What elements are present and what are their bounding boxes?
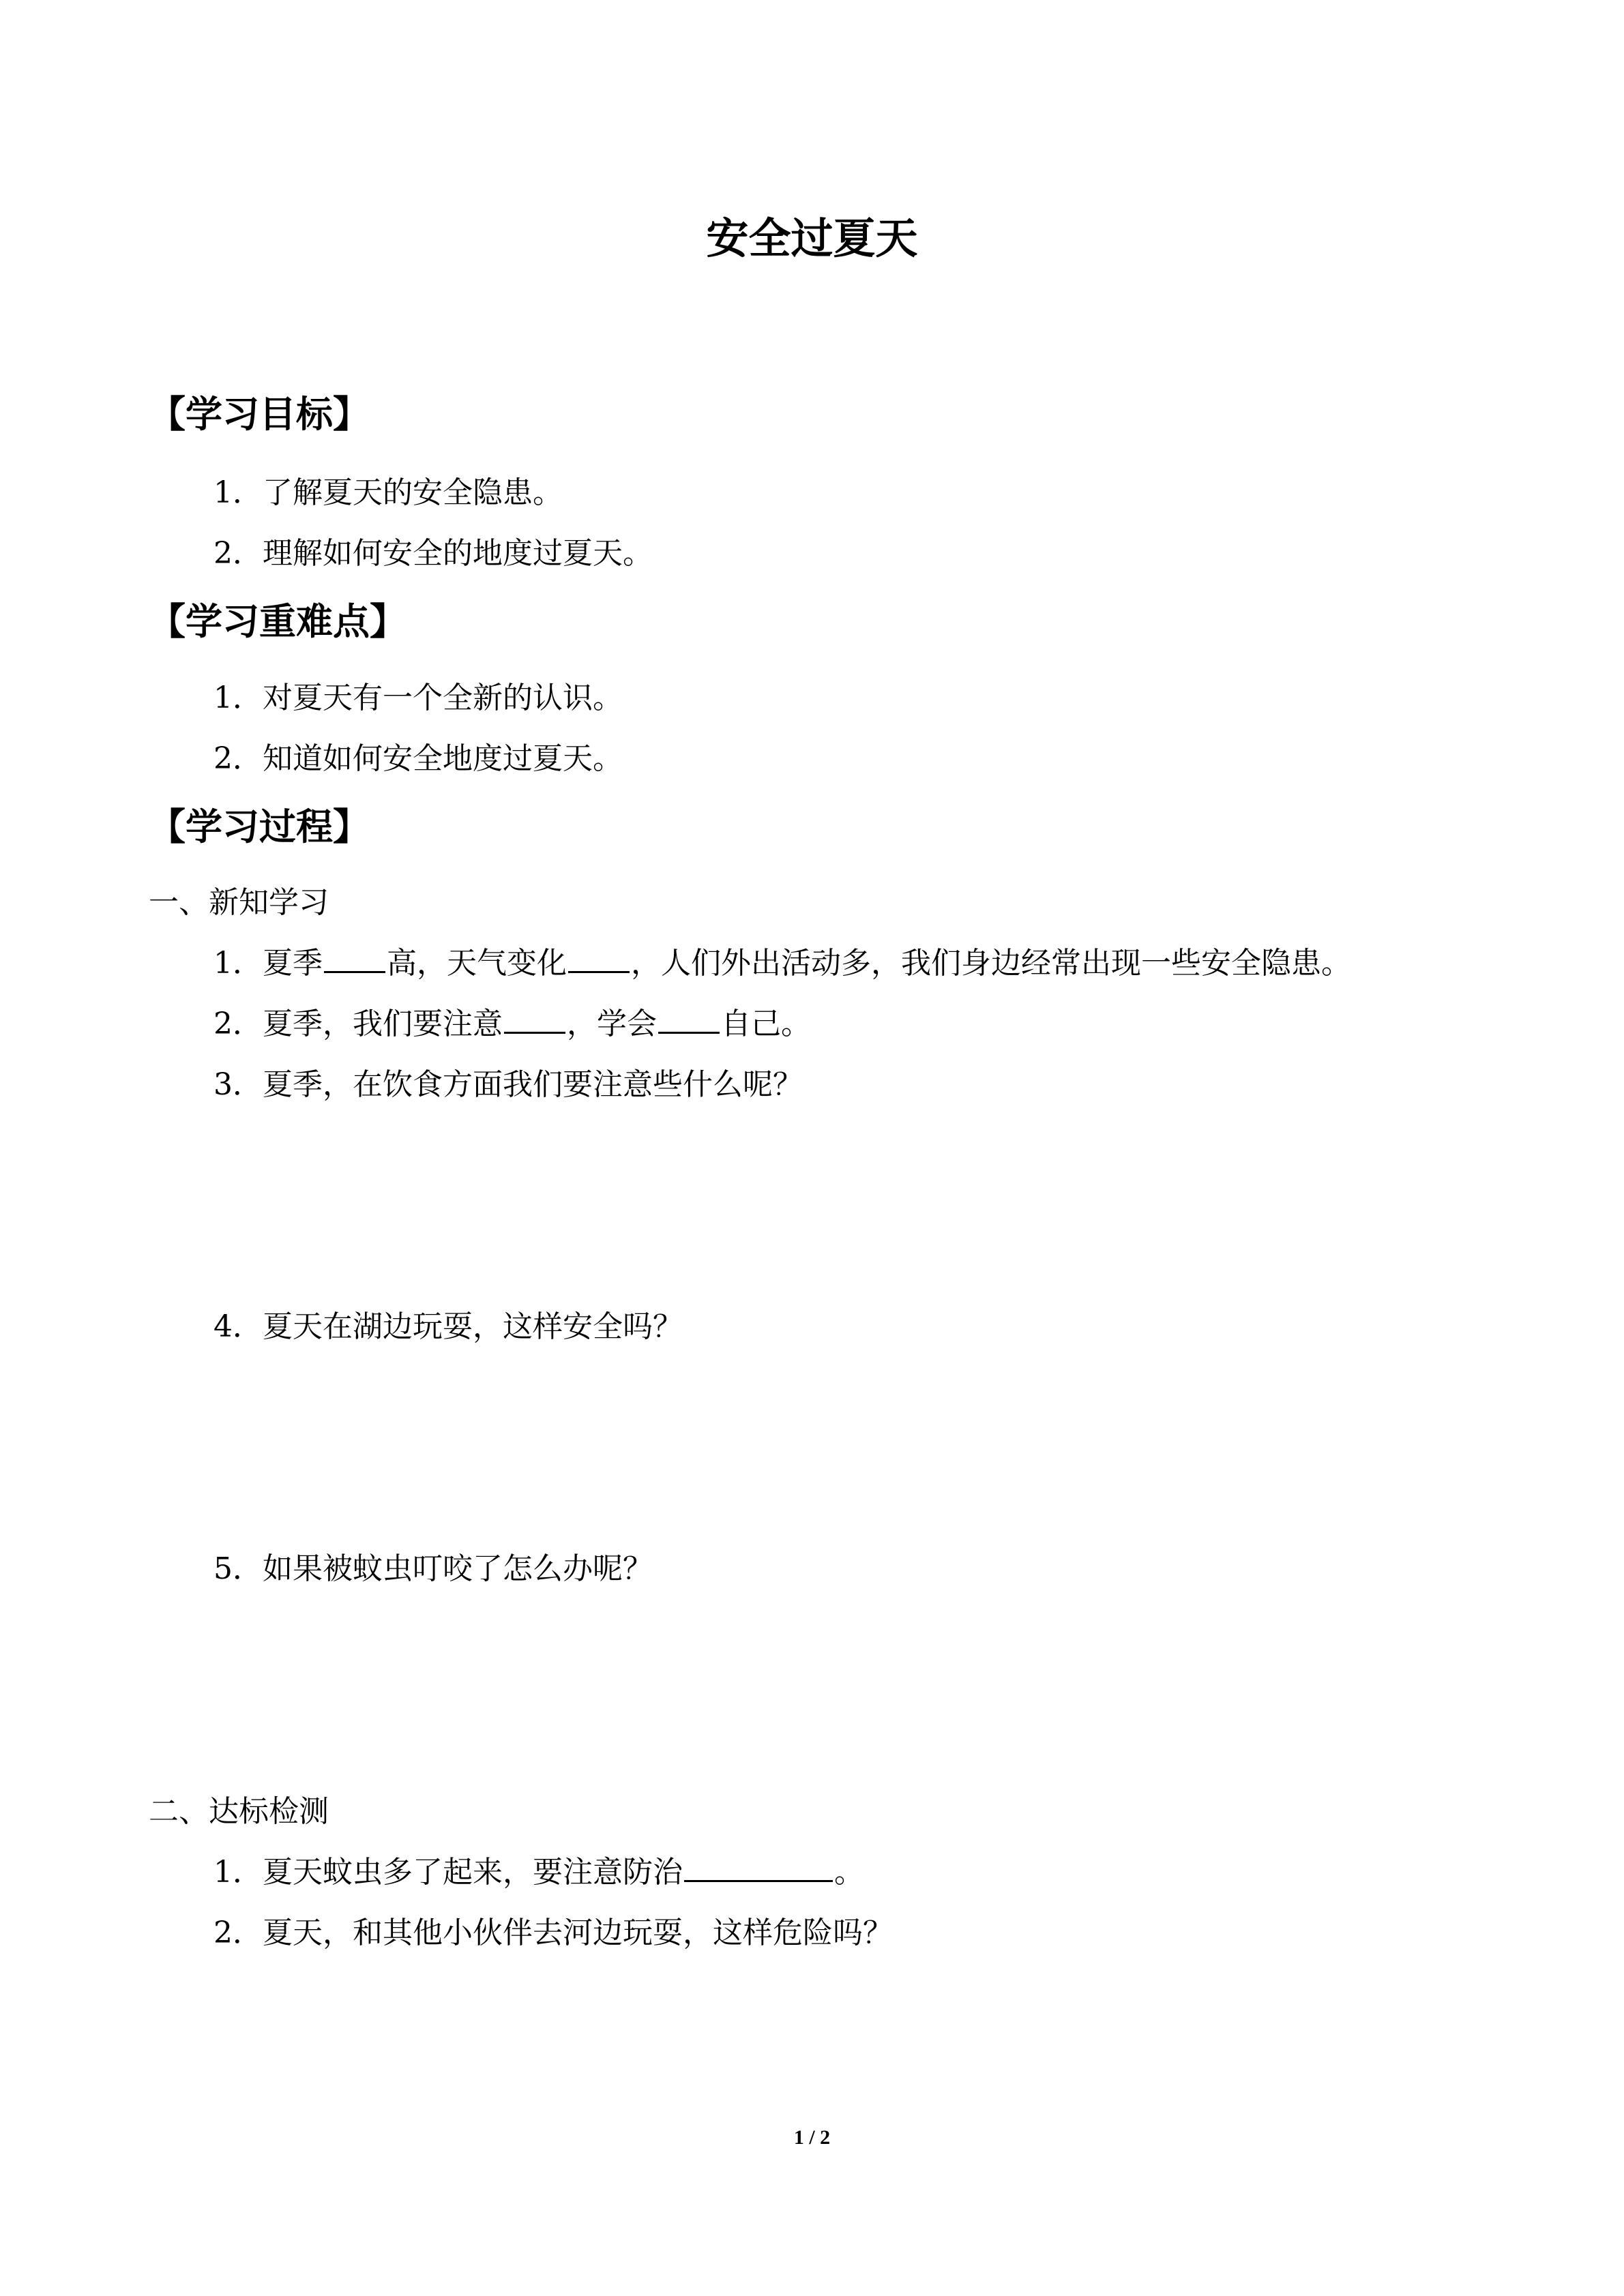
item-text: 知道如何安全地度过夏天。 [263, 741, 623, 776]
item-number: 2． [213, 741, 263, 776]
fill-blank[interactable] [324, 942, 385, 973]
item-number: 2． [213, 536, 263, 571]
assessment-question-1 [213, 1849, 864, 1896]
question-text: 夏季 [263, 946, 323, 981]
question-3 [213, 1061, 803, 1109]
item-number: 4． [213, 1309, 263, 1344]
question-text: ，学会 [567, 1007, 657, 1041]
item-number: 2． [213, 1007, 263, 1041]
question-1 [213, 940, 1351, 987]
question-4 [213, 1303, 683, 1351]
question-text: 夏季，在饮食方面我们要注意些什么呢？ [263, 1067, 803, 1102]
question-text: ，人们外出活动多，我们身边经常出现一些安全隐患。 [631, 946, 1351, 981]
section-new-knowledge: 一、新知学习 [149, 885, 329, 920]
question-text: 夏季，我们要注意 [263, 1007, 503, 1041]
fill-blank[interactable] [504, 1003, 565, 1034]
item-number: 1． [213, 946, 263, 981]
item-text: 对夏天有一个全新的认识。 [263, 681, 623, 715]
question-text: 。 [834, 1855, 864, 1890]
heading-objectives: 【学习目标】 [149, 393, 370, 436]
question-text: 自己。 [721, 1007, 811, 1041]
page-number: 1 / 2 [793, 2126, 831, 2149]
question-text: 夏天，和其他小伙伴去河边玩耍，这样危险吗？ [263, 1915, 893, 1950]
fill-blank[interactable] [684, 1851, 833, 1882]
fill-blank[interactable] [568, 942, 630, 973]
key-point-item [213, 735, 623, 783]
item-text: 了解夏天的安全隐患。 [263, 475, 563, 510]
item-number: 5． [213, 1551, 263, 1586]
question-5 [213, 1545, 653, 1593]
item-number: 3． [213, 1067, 263, 1102]
question-text: 夏天蚊虫多了起来，要注意防治 [263, 1855, 683, 1890]
item-number: 1． [213, 1855, 263, 1890]
page-title: 安全过夏天 [706, 213, 918, 263]
heading-key-points: 【学习重难点】 [149, 600, 407, 643]
assessment-question-2 [213, 1909, 893, 1957]
section-assessment: 二、达标检测 [149, 1794, 329, 1829]
item-number: 2． [213, 1915, 263, 1950]
question-2 [213, 1000, 811, 1048]
question-text: 夏天在湖边玩耍，这样安全吗？ [263, 1309, 683, 1344]
item-text: 理解如何安全的地度过夏天。 [263, 536, 653, 571]
question-text: 如果被蚊虫叮咬了怎么办呢？ [263, 1551, 653, 1586]
fill-blank[interactable] [658, 1003, 720, 1034]
key-point-item [213, 674, 623, 722]
heading-process: 【学习过程】 [149, 805, 370, 848]
objective-item [213, 530, 653, 578]
item-number: 1． [213, 475, 263, 510]
item-number: 1． [213, 681, 263, 715]
objective-item [213, 469, 563, 517]
question-text: 高，天气变化 [387, 946, 567, 981]
